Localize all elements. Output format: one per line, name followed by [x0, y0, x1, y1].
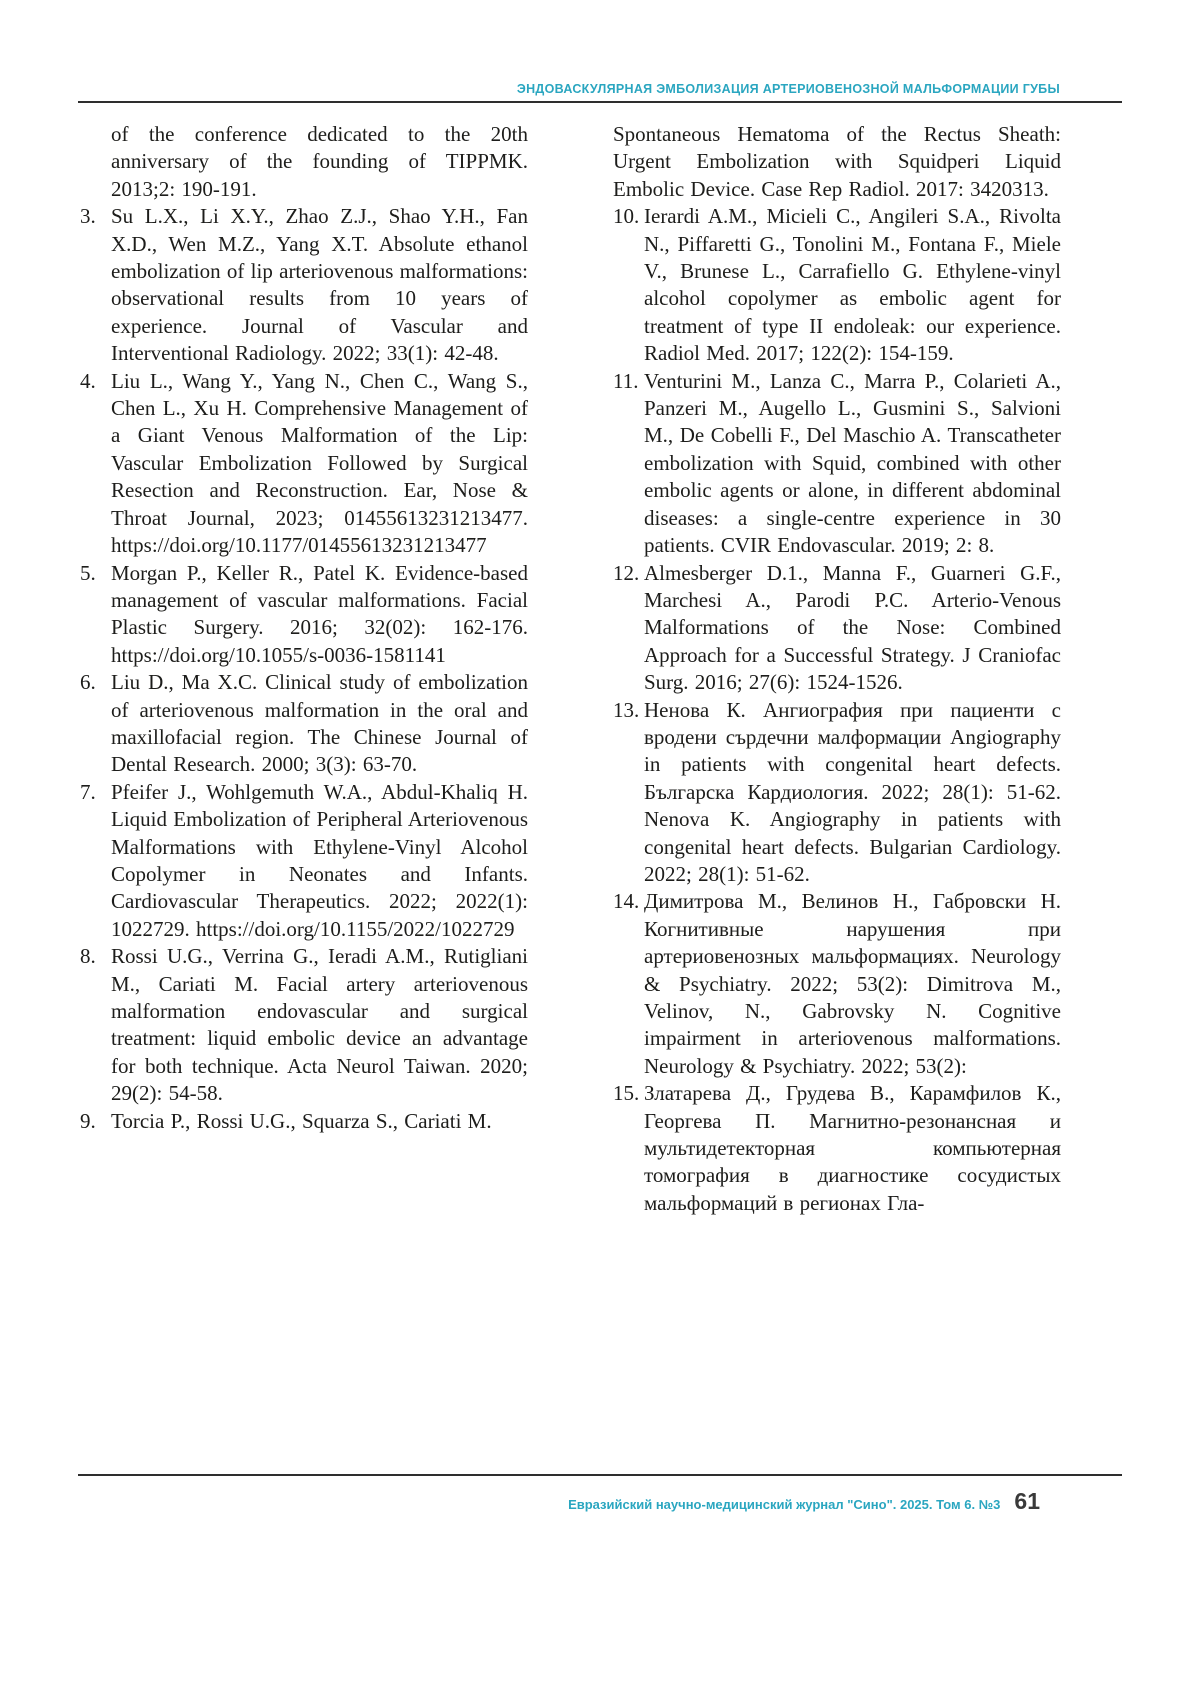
reference-item [80, 779, 528, 943]
header-rule [78, 101, 1122, 103]
reference-item [613, 888, 1061, 1080]
reference-item [80, 1108, 528, 1135]
reference-text: Su L.X., Li X.Y., Zhao Z.J., Shao Y.H., Fan X.D., Wen M.Z., Yang X.T. Absolute ethanol embolization of lip arteriovenous malformations: observational results from 10 years of experience. Journal of Vascular and Interventional Radiology. 2022; 33(1): 42-48. [111, 204, 528, 366]
reference-item [613, 560, 1061, 697]
running-head-title: ЭНДОВАСКУЛЯРНАЯ ЭМБОЛИЗАЦИЯ АРТЕРИОВЕНОЗНОЙ МАЛЬФОРМАЦИИ ГУБЫ [516, 82, 1060, 96]
reference-number: 15. [613, 1081, 640, 1106]
references-column-left [80, 121, 528, 1217]
reference-text: Liu L., Wang Y., Yang N., Chen C., Wang S., Chen L., Xu H. Comprehensive Management of a Giant Venous Malformation of the Lip: Vascular Embolization Followed by Surgical Resection and Reconstruction. Ear, Nose & Throat Journal, 2023; 01455613231213477. https://doi.org/10.1177/01455613231213477 [111, 368, 528, 558]
reference-text: Liu D., Ma X.C. Clinical study of embolization of arteriovenous malformation in the oral and maxillofacial region. The Chinese Journal of Dental Research. 2000; 3(3): 63-70. [111, 670, 528, 777]
reference-item [613, 697, 1061, 889]
footer-journal-line: Евразийский научно-медицинский журнал "Сино". 2025. Том 6. №3 [568, 1497, 1001, 1512]
reference-number: 9. [80, 1108, 96, 1133]
reference-number: 4. [80, 368, 96, 393]
reference-number: 7. [80, 779, 96, 804]
reference-item [80, 203, 528, 367]
reference-item [80, 368, 528, 560]
reference-item [80, 943, 528, 1107]
reference-item [613, 203, 1061, 367]
reference-number: 3. [80, 204, 96, 229]
reference-number: 10. [613, 204, 640, 229]
reference-continuation: of the conference dedicated to the 20th anniversary of the founding of TIPPMK. 2013;2: 190-191. [111, 122, 528, 201]
footer-page-number: 61 [1014, 1488, 1040, 1514]
reference-text: Златарева Д., Грудева В., Карамфилов К., Георгева П. Магнитно-резонансная и мультидетекторная компьютерная томография в диагностике сосудистых мальформаций в регионах Гла- [644, 1081, 1061, 1215]
reference-text: Rossi U.G., Verrina G., Ieradi A.M., Rutigliani M., Cariati M. Facial artery arteriovenous malformation endovascular and surgical treatment: liquid embolic device an advantage for both technique. Acta Neurol Taiwan. 2020; 29(2): 54-58. [111, 944, 528, 1106]
reference-text: Димитрова М., Велинов Н., Габровски Н. Когнитивные нарушения при артериовенозных мальформациях. Neurology & Psychiatry. 2022; 53(2): Dimitrova M., Velinov, N., Gabrovsky N. Cognitive impairment in arteriovenous malformations. Neurology & Psychiatry. 2022; 53(2): [644, 889, 1061, 1078]
reference-number: 12. [613, 560, 640, 585]
reference-item [80, 669, 528, 779]
reference-item [80, 560, 528, 670]
reference-number: 8. [80, 944, 96, 969]
reference-number: 5. [80, 560, 96, 585]
reference-text: Almesberger D.1., Manna F., Guarneri G.F., Marchesi A., Parodi P.C. Arterio-Venous Malformations of the Nose: Combined Approach for a Successful Strategy. J Craniofac Surg. 2016; 27(6): 1524-1526. [644, 560, 1061, 695]
reference-number: 14. [613, 889, 640, 914]
reference-text: Ierardi A.M., Micieli C., Angileri S.A., Rivolta N., Piffaretti G., Tonolini M., Fontana F., Miele V., Brunese L., Carrafiello G. Ethylene-vinyl alcohol copolymer as embolic agent for treatment of type II endoleak: our experience. Radiol Med. 2017; 122(2): 154-159. [644, 204, 1061, 366]
references-column-right [613, 121, 1061, 1217]
reference-number: 11. [613, 368, 639, 393]
page-footer [78, 1488, 1040, 1515]
reference-number: 13. [613, 697, 640, 722]
references-columns [80, 121, 1061, 1217]
reference-text: Pfeifer J., Wohlgemuth W.A., Abdul-Khaliq H. Liquid Embolization of Peripheral Arteriovenous Malformations with Ethylene-Vinyl Alcohol Copolymer in Neonates and Infants. Cardiovascular Therapeutics. 2022; 2022(1): 1022729. https://doi.org/10.1155/2022/1022729 [111, 779, 528, 941]
reference-text: Ненова К. Ангиография при пациенти с вродени сърдечни малформации Angiography in patients with congenital heart defects. Българска Кардиология. 2022; 28(1): 51-62. Nenova K. Angiography in patients with congenital heart defects. Bulgarian Cardiology. 2022; 28(1): 51-62. [644, 697, 1061, 886]
footer-rule [78, 1474, 1122, 1476]
reference-text: Torcia P., Rossi U.G., Squarza S., Cariati M. [111, 1108, 492, 1133]
reference-text: Morgan P., Keller R., Patel K. Evidence-based management of vascular malformations. Facial Plastic Surgery. 2016; 32(02): 162-176. https://doi.org/10.1055/s-0036-1581141 [111, 560, 528, 667]
reference-item [613, 1080, 1061, 1217]
reference-item [613, 368, 1061, 560]
reference-continuation: Spontaneous Hematoma of the Rectus Sheath: Urgent Embolization with Squidperi Liquid Embolic Device. Case Rep Radiol. 2017: 3420313. [613, 122, 1061, 201]
reference-text: Venturini M., Lanza C., Marra P., Colarieti A., Panzeri M., Augello L., Gusmini S., Salvioni M., De Cobelli F., Del Maschio A. Transcatheter embolization with Squid, combined with other embolic agents or alone, in different abdominal diseases: a single-centre experience in 30 patients. CVIR Endovascular. 2019; 2: 8. [644, 368, 1061, 558]
reference-number: 6. [80, 670, 96, 695]
